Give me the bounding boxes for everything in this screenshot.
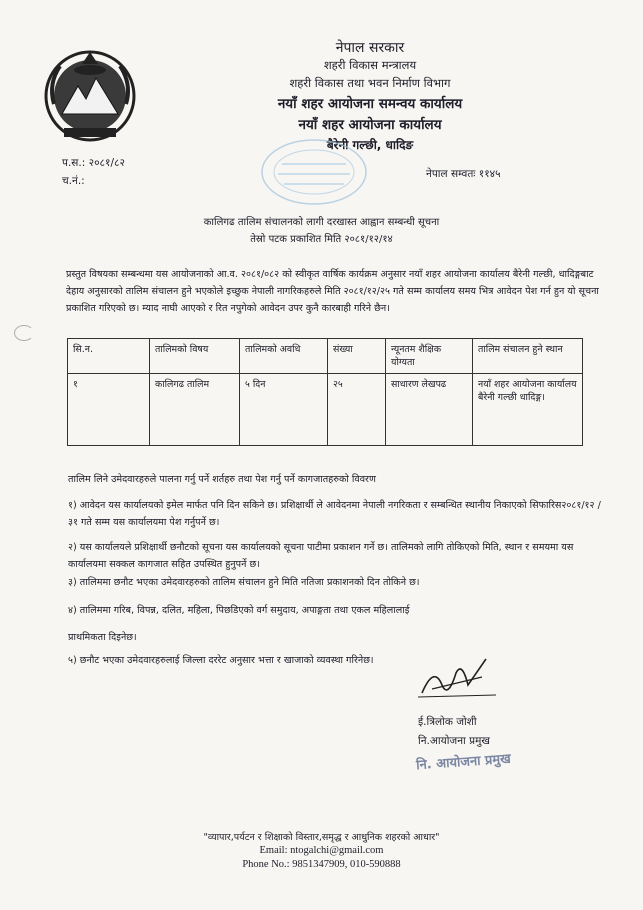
signer-title: नि.आयोजना प्रमुख xyxy=(418,735,490,747)
col-duration: तालिमको अवधि xyxy=(240,339,328,374)
condition-item-2: २) यस कार्यालयले प्रशिक्षार्थी छनौटको सूचना यस कार्यालयको सूचना पाटीमा प्रकाशन गर्ने छ। तालिमको लागि तोकिएको मिति, स्थान र समयमा यस कार्यालयमा सक्कल कागजात सहित उपस्थित हुनुपर्ने छ। xyxy=(68,542,574,570)
condition-item-3: ३) तालिममा छनौट भएका उमेदवारहरुको तालिम संचालन हुने मिति नतिजा प्रकाशनको दिन तोकिने छ। xyxy=(68,577,420,588)
header-department: शहरी विकास तथा भवन निर्माण विभाग xyxy=(289,76,451,90)
cell-location: नयाँ शहर आयोजना कार्यालय बैरेनी गल्छी धादिङ्ग। xyxy=(473,374,583,446)
header-address: बैरेनी गल्छी, धादिङ xyxy=(326,138,414,152)
dispatch-number: च.नं.: xyxy=(62,175,85,187)
condition-item-4: ४) तालिममा गरिब, विपन्न, दलित, महिला, पिछडिएको वर्ग समुदाय, अपाङ्गता तथा एकल महिलालाई xyxy=(68,605,410,616)
cell-serial: १ xyxy=(68,374,150,446)
footer-email: Email: ntogalchi@gmail.com xyxy=(259,845,384,856)
conditions-heading: तालिम लिने उमेदवारहरुले पालना गर्नु पर्ने शर्तहरु तथा पेश गर्नु पर्ने कागजातहरुको विवरण xyxy=(68,474,376,485)
nepal-samvat: नेपाल सम्वतः ११४५ xyxy=(426,168,501,180)
government-emblem-icon xyxy=(40,44,140,144)
intro-paragraph: प्रस्तुत विषयका सम्बन्धमा यस आयोजनाको आ.व. २०८१/०८२ को स्वीकृत वार्षिक कार्यक्रम अनुसार नयाँ शहर आयोजना कार्यालय बैरेनी गल्छी, धादिङ्गबाट देहाय अनुसारको तालिम संचालन हुने भएकोले इच्छुक नेपाली नागरिकहरुले मिति २०८१/१२/२५ गते सम्म कार्यालय समय भित्र आवेदन पेश गर्न हुन यो सूचना प्रकाशित गरिएको छ। म्याद नाघी आएको र रित नपुगेको आवेदन उपर कुनै कारबाही गरिने छैन। xyxy=(66,269,599,314)
header-project-office: नयाँ शहर आयोजना कार्यालय xyxy=(298,117,442,133)
header-coordination-office: नयाँ शहर आयोजना समन्वय कार्यालय xyxy=(277,96,463,112)
header-ministry: शहरी विकास मन्त्रालय xyxy=(323,58,417,72)
col-serial: सि.न. xyxy=(68,339,150,374)
condition-item-1: १) आवेदन यस कार्यालयको इमेल मार्फत पनि दिन सकिने छ। प्रशिक्षार्थी ले आवेदनमा नेपाली नगरिकता र सम्बन्धित स्थानीय निकाएको सिफारिस२०८१/१२ /३१ गते सम्म यस कार्यालयमा पेश गर्नुपर्ने छ। xyxy=(68,500,601,528)
footer-motto: "व्यापार,पर्यटन र शिक्षाको विस्तार,समृद्ध र आधुनिक शहरको आधार" xyxy=(203,832,440,843)
col-location: तालिम संचालन हुने स्थान xyxy=(473,339,583,374)
signature-icon xyxy=(412,655,502,703)
cell-count: २५ xyxy=(328,374,386,446)
office-stamp-icon xyxy=(254,134,374,209)
signer-stamp: नि. आयोजना प्रमुख xyxy=(415,751,512,774)
cell-qualification: साधारण लेखपढ xyxy=(386,374,473,446)
training-table xyxy=(67,338,583,446)
notice-subject: कालिगढ तालिम संचालनको लागी दरखास्त आह्वान सम्बन्धी सूचना xyxy=(203,217,440,228)
col-qualification: न्यूनतम शैक्षिक योग्यता xyxy=(386,339,473,374)
col-subject: तालिमको विषय xyxy=(150,339,240,374)
cell-duration: ५ दिन xyxy=(240,374,328,446)
footer-phone: Phone No.: 9851347909, 010-590888 xyxy=(242,859,401,870)
condition-item-4-continued: प्राथमिकता दिइनेछ। xyxy=(68,632,137,643)
table-header-row xyxy=(68,339,583,374)
cell-subject: कालिगढ तालिम xyxy=(150,374,240,446)
punch-hole-mark xyxy=(14,325,34,341)
condition-item-5: ५) छनौट भएका उमेदवारहरुलाई जिल्ला दररेट अनुसार भत्ता र खाजाको व्यवस्था गरिनेछ। xyxy=(68,655,374,666)
letter-number: प.स.: २०८१/८२ xyxy=(62,157,125,169)
table-row xyxy=(68,374,583,446)
header-government: नेपाल सरकार xyxy=(335,40,405,56)
publication-date: तेस्रो पटक प्रकाशित मिति २०८१/१२/१४ xyxy=(250,234,393,245)
col-count: संख्या xyxy=(328,339,386,374)
signer-name: ई.त्रिलोक जोशी xyxy=(418,716,477,728)
